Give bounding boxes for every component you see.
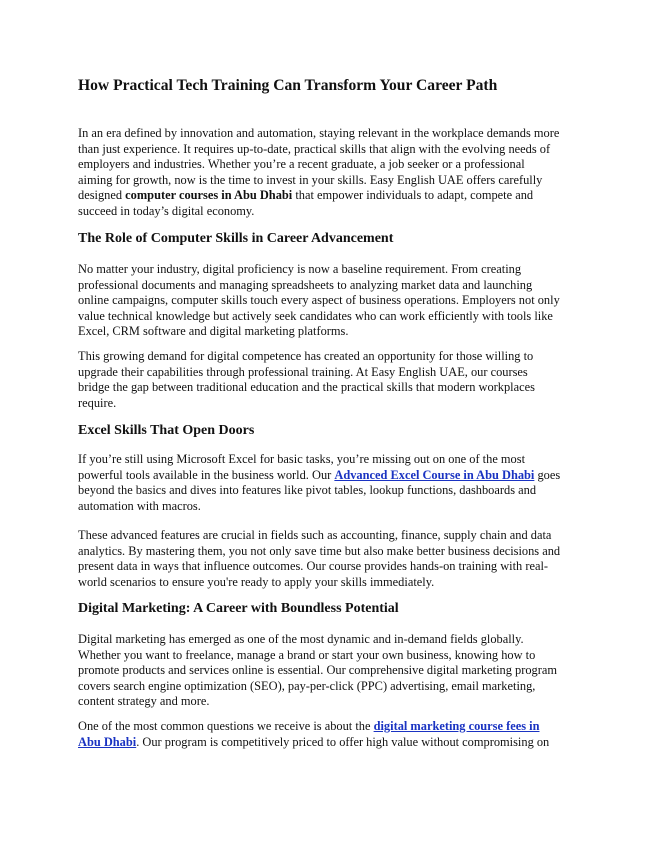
- paragraph-line: analytics. By mastering them, you not only save time but also make better business decisions and: [78, 543, 561, 558]
- section-heading-excel-skills: Excel Skills That Open Doors: [78, 423, 255, 438]
- paragraph-line: This growing demand for digital competence has created an opportunity for those willing to: [78, 349, 534, 363]
- paragraph-line: If you’re still using Microsoft Excel for basic tasks, you’re missing out on one of the most: [78, 452, 526, 466]
- paragraph-line: Excel, CRM software and digital marketing platforms.: [78, 324, 349, 339]
- paragraph-line: beyond the basics and dives into features like pivot tables, lookup functions, dashboards and: [78, 483, 537, 498]
- paragraph-line: present data in ways that influence outcomes. Our course provides hands-on training with real-: [78, 559, 549, 574]
- intro-line: than just experience. It requires up-to-date, practical skills that align with the evolving needs of: [78, 141, 551, 156]
- intro-line: [78, 188, 578, 204]
- paragraph-line: world scenarios to ensure you're ready to apply your skills immediately.: [78, 574, 435, 589]
- paragraph-line: online campaigns, computer skills touch every aspect of business operations. Employers not only: [78, 293, 560, 308]
- paragraph-line: professional documents and managing spreadsheets to analyzing market data and launching: [78, 277, 533, 292]
- section2-paragraph-2: [78, 528, 578, 590]
- paragraph-text: One of the most common questions we receive is about the: [78, 719, 374, 733]
- paragraph-line: [78, 735, 578, 751]
- paragraph-line: require.: [78, 395, 117, 410]
- paragraph-line: Digital marketing has emerged as one of the most dynamic and in-demand fields globally.: [78, 632, 524, 646]
- digital-marketing-fees-link[interactable]: digital marketing course fees in: [373, 719, 540, 733]
- paragraph-line: No matter your industry, digital proficiency is now a baseline requirement. From creating: [78, 262, 522, 276]
- paragraph-line: promote products and services online is essential. Our comprehensive digital marketing program: [78, 663, 557, 678]
- intro-bold-keyword: computer courses in Abu Dhabi: [125, 188, 293, 203]
- section1-paragraph-2: [78, 349, 578, 411]
- advanced-excel-course-link[interactable]: Advanced Excel Course in Abu Dhabi: [334, 467, 535, 482]
- section2-paragraph-1: [78, 452, 578, 514]
- paragraph-text: goes: [534, 467, 561, 482]
- paragraph-line: covers search engine optimization (SEO), pay-per-click (PPC) advertising, email marketing,: [78, 678, 536, 693]
- paragraph-line: upgrade their capabilities through professional training. At Easy English UAE, our courses: [78, 364, 528, 379]
- digital-marketing-fees-link-continued[interactable]: Abu Dhabi: [78, 734, 137, 749]
- paragraph-text: . Our program is competitively priced to offer high value without compromising on: [136, 734, 550, 749]
- paragraph-text: powerful tools available in the business world. Our: [78, 467, 335, 482]
- intro-paragraph: [78, 126, 578, 220]
- paragraph-line: These advanced features are crucial in fields such as accounting, finance, supply chain and data: [78, 528, 552, 542]
- intro-line: In an era defined by innovation and automation, staying relevant in the workplace demands more: [78, 126, 560, 140]
- section3-paragraph-2: [78, 719, 578, 750]
- intro-line: succeed in today’s digital economy.: [78, 203, 255, 218]
- paragraph-line: [78, 468, 578, 484]
- intro-line: employers and industries. Whether you’re a recent graduate, a job seeker or a professional: [78, 157, 525, 172]
- section1-paragraph-1: [78, 262, 578, 340]
- page-title: How Practical Tech Training Can Transform Your Career Path: [78, 77, 498, 94]
- intro-text: that empower individuals to adapt, compete and: [292, 188, 534, 203]
- section-heading-digital-marketing: Digital Marketing: A Career with Boundless Potential: [78, 601, 399, 616]
- paragraph-line: automation with macros.: [78, 498, 201, 513]
- section3-paragraph-1: [78, 632, 578, 710]
- intro-line: aiming for growth, now is the time to invest in your skills. Easy English UAE offers carefully: [78, 172, 543, 187]
- paragraph-line: value technical knowledge but actively seek candidates who can work efficiently with tools like: [78, 308, 553, 323]
- paragraph-line: [78, 719, 578, 735]
- intro-text: designed: [78, 188, 126, 203]
- paragraph-line: bridge the gap between traditional education and the practical skills that modern workplaces: [78, 380, 535, 395]
- paragraph-line: content strategy and more.: [78, 694, 210, 709]
- paragraph-line: Whether you want to freelance, manage a brand or start your own business, knowing how to: [78, 647, 536, 662]
- section-heading-computer-skills: The Role of Computer Skills in Career Advancement: [78, 231, 394, 246]
